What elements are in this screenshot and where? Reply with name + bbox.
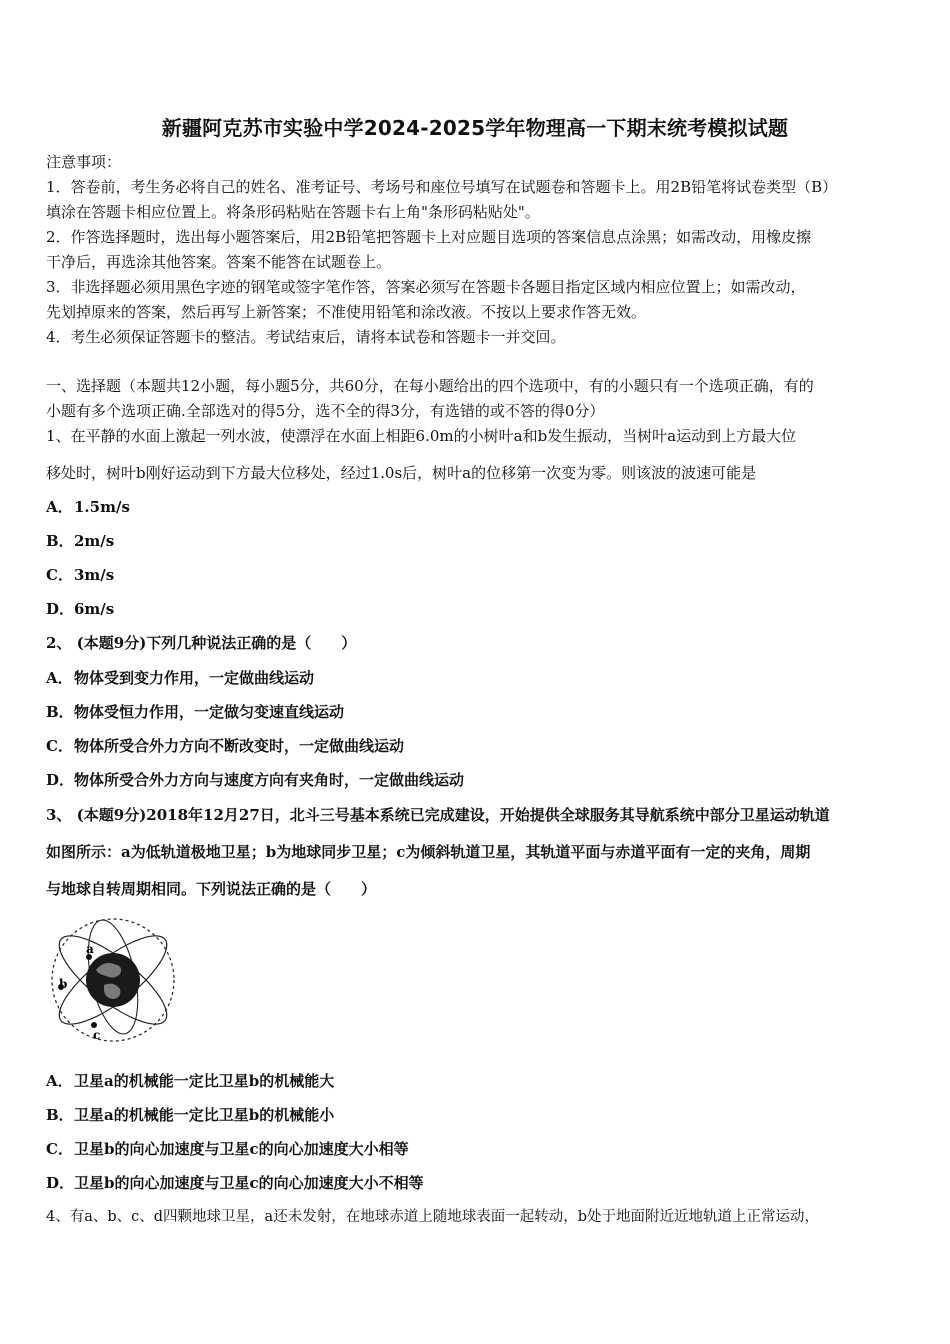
q2-option-b: B．物体受恒力作用，一定做匀变速直线运动: [46, 703, 345, 721]
q3-option-d: D．卫星b的向心加速度与卫星c的向心加速度大小不相等: [46, 1174, 424, 1192]
q2-option-c: C．物体所受合外力方向不断改变时，一定做曲线运动: [46, 737, 405, 755]
label-c: c: [93, 1028, 101, 1042]
notice-line: 先划掉原来的答案，然后再写上新答案；不准使用铅笔和涂改液。不按以上要求作答无效。: [46, 303, 647, 321]
notice-heading: 注意事项：: [46, 153, 122, 171]
notice-line: 2．作答选择题时，选出每小题答案后，用2B铅笔把答题卡上对应题目选项的答案信息点涂黑；如需改动，用橡皮擦: [46, 228, 812, 246]
question-1-stem: 移处时，树叶b刚好运动到下方最大位移处，经过1.0s后，树叶a的位移第一次变为零。则该波的波速可能是: [46, 464, 757, 482]
notice-line: 填涂在答题卡相应位置上。将条形码粘贴在答题卡右上角"条形码粘贴处"。: [46, 203, 540, 221]
notice-line: 4．考生必须保证答题卡的整洁。考试结束后，请将本试卷和答题卡一并交回。: [46, 328, 566, 346]
label-a: a: [86, 942, 94, 956]
label-b: b: [59, 977, 68, 991]
notice-line: 干净后，再选涂其他答案。答案不能答在试题卷上。: [46, 253, 392, 271]
q2-option-a: A．物体受到变力作用，一定做曲线运动: [46, 669, 315, 687]
q1-option-c: C．3m/s: [46, 566, 115, 584]
q3-option-b: B．卫星a的机械能一定比卫星b的机械能小: [46, 1106, 335, 1124]
q1-option-d: D．6m/s: [46, 600, 115, 618]
question-3-stem: 如图所示：a为低轨道极地卫星；b为地球同步卫星；c为倾斜轨道卫星，其轨道平面与赤道平面有一定的夹角，周期: [46, 843, 811, 861]
q3-option-c: C．卫星b的向心加速度与卫星c的向心加速度大小相等: [46, 1140, 409, 1158]
q1-option-a: A．1.5m/s: [46, 498, 130, 516]
satellite-orbit-diagram: [44, 915, 182, 1045]
question-3-stem: 3、 (本题9分)2018年12月27日，北斗三号基本系统已完成建设，开始提供全球服务其导航系统中部分卫星运动轨道: [46, 806, 830, 824]
question-1-stem: 1、在平静的水面上激起一列水波，使漂浮在水面上相距6.0m的小树叶a和b发生振动，当树叶a运动到上方最大位: [46, 427, 797, 445]
question-4-stem: 4、有a、b、c、d四颗地球卫星，a还未发射，在地球赤道上随地球表面一起转动，b处于地面附近近地轨道上正常运动，: [46, 1209, 819, 1225]
q1-option-b: B．2m/s: [46, 532, 115, 550]
q3-option-a: A．卫星a的机械能一定比卫星b的机械能大: [46, 1072, 335, 1090]
section-heading: 小题有多个选项正确.全部选对的得5分，选不全的得3分，有选错的或不答的得0分）: [46, 402, 605, 420]
section-heading: 一、选择题（本题共12小题，每小题5分，共60分，在每小题给出的四个选项中，有的小题只有一个选项正确，有的: [46, 377, 814, 395]
notice-line: 3．非选择题必须用黑色字迹的钢笔或签字笔作答，答案必须写在答题卡各题目指定区域内相应位置上；如需改动，: [46, 278, 806, 296]
exam-title: 新疆阿克苏市实验中学2024-2025学年物理高一下期末统考模拟试题: [161, 116, 789, 140]
question-3-stem: 与地球自转周期相同。下列说法正确的是（ ）: [46, 880, 377, 898]
notice-line: 1．答卷前，考生务必将自己的姓名、准考证号、考场号和座位号填写在试题卷和答题卡上。用2B铅笔将试卷类型（B）: [46, 178, 838, 196]
q2-option-d: D．物体所受合外力方向与速度方向有夹角时，一定做曲线运动: [46, 771, 465, 789]
question-2-stem: 2、 (本题9分)下列几种说法正确的是（ ）: [46, 634, 357, 652]
